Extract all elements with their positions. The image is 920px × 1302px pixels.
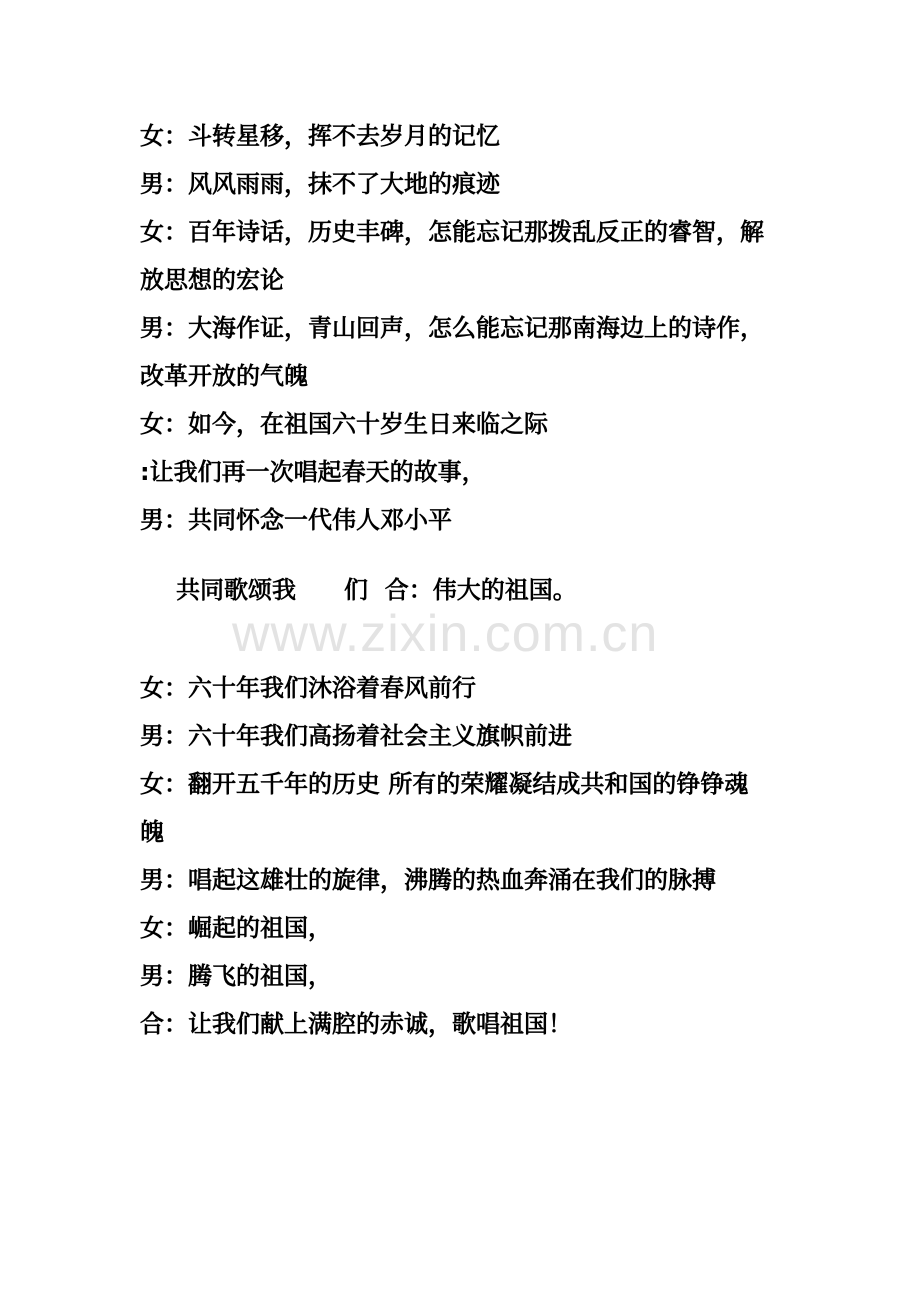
text-line: 女：斗转星移，挥不去岁月的记忆 [140, 122, 500, 150]
text-line: 女：六十年我们沐浴着春风前行 [140, 674, 476, 702]
watermark: www.zixin.com.cn [232, 605, 659, 663]
text-line: 男：腾飞的祖国， [140, 962, 332, 990]
text-line: 男：六十年我们高扬着社会主义旗帜前进 [140, 722, 572, 750]
text-line: :让我们再一次唱起春天的故事， [140, 458, 486, 486]
text-line: 共同歌颂我 们 合：伟大的祖国。 [176, 576, 577, 604]
text-line: 改革开放的气魄 [140, 362, 308, 390]
text-line: 魄 [140, 818, 164, 846]
text-line: 女：崛起的祖国， [140, 914, 332, 942]
text-line: 女：如今，在祖国六十岁生日来临之际 [140, 410, 548, 438]
text-line: 男：风风雨雨，抹不了大地的痕迹 [140, 170, 500, 198]
text-line: 男：大海作证，青山回声，怎么能忘记那南海边上的诗作， [140, 314, 764, 342]
text-line: 男：共同怀念一代伟人邓小平 [140, 506, 452, 534]
text-line: 女：翻开五千年的历史 所有的荣耀凝结成共和国的铮铮魂 [140, 770, 749, 798]
text-line: 放思想的宏论 [140, 266, 284, 294]
text-line: 女：百年诗话，历史丰碑，怎能忘记那拨乱反正的睿智，解 [140, 218, 764, 246]
text-line: 男：唱起这雄壮的旋律，沸腾的热血奔涌在我们的脉搏 [140, 866, 716, 894]
text-line: 合：让我们献上满腔的赤诚，歌唱祖国！ [140, 1010, 572, 1038]
